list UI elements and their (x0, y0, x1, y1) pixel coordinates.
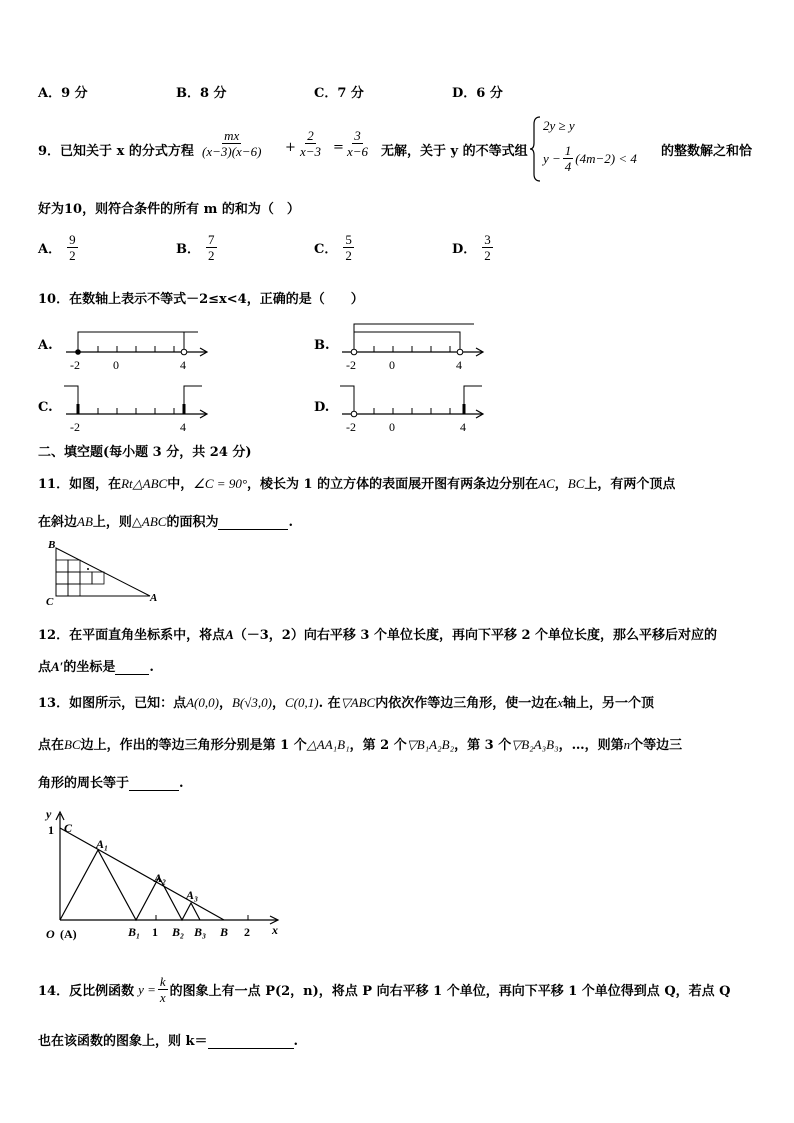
q10-number-line-b (336, 316, 486, 374)
svg-text:2: 2 (244, 925, 250, 939)
q9-prefix: 9．已知关于 x 的分式方程 (38, 144, 194, 159)
q12-answer-blank[interactable] (115, 674, 149, 675)
svg-text:B₁: B₁ (128, 925, 141, 939)
q11-line1: 11．如图，在Rt△ABC中，∠C = 90°，棱长为 1 的立方体的表面展开图有两条边分别在AC，BC上，有两个顶点 (38, 476, 676, 492)
svg-text:4: 4 (456, 358, 462, 372)
svg-text:A₃: A₃ (186, 888, 199, 902)
svg-text:0: 0 (389, 358, 395, 372)
q10-text: 10．在数轴上表示不等式－2≤x<4，正确的是（ ） (38, 292, 364, 307)
svg-text:1: 1 (152, 925, 158, 939)
q13-line1: 13．如图所示，已知：点A(0,0)，B(√3,0)，C(0,1). 在▽ABC内依次作等边三角形，使一边在x轴上，另一个顶 (38, 695, 654, 711)
q9-option-b: B． $\frac{7}{2}$ (176, 232, 215, 263)
svg-text:0: 0 (113, 358, 119, 372)
q9-brace (530, 116, 542, 182)
q9-plus: + (285, 140, 296, 155)
q8-option-c: C．7 分 (314, 86, 364, 101)
svg-text:C: C (46, 596, 54, 608)
q8-option-d: D．6 分 (452, 86, 503, 101)
svg-text:4: 4 (460, 420, 466, 434)
svg-text:4: 4 (180, 420, 186, 434)
svg-text:-2: -2 (70, 420, 80, 434)
svg-text:B₃: B₃ (194, 925, 207, 939)
q11-line2: 在斜边AB上，则△ABC的面积为 . (38, 514, 294, 530)
q10-label-d: D. (314, 400, 330, 415)
q11-answer-blank[interactable] (218, 529, 288, 530)
q9-frac3: $\frac{3}{x-6}$ (347, 128, 369, 159)
q9-frac1: $\frac{mx}{(x-3)(x-6)}$ (202, 128, 262, 159)
q14-line1: 14．反比例函数 y = $\frac{k}{x}$ 的图象上有一点 P(2，n)，将点 P 向右平移 1 个单位，再向下平移 1 个单位得到点 Q，若点 Q (38, 974, 731, 1005)
svg-text:O: O (46, 927, 55, 941)
section-title-fill-in: 二、填空题(每小题 3 分，共 24 分) (38, 445, 252, 460)
q9-system-line1: 2y ≥ y (543, 118, 575, 133)
svg-text:-2: -2 (346, 358, 356, 372)
svg-text:A₁: A₁ (96, 837, 109, 851)
q10-label-c: C. (38, 400, 53, 415)
q9-option-a: A． $\frac{9}{2}$ (38, 232, 76, 263)
q10-number-line-a (60, 322, 210, 374)
q10-label-a: A. (38, 338, 53, 353)
q9-eq: = (333, 140, 344, 155)
q9-suffix: 的整数解之和恰 (661, 144, 753, 159)
svg-text:1: 1 (48, 823, 54, 837)
q8-option-a: A．9 分 (38, 86, 88, 101)
svg-text:4: 4 (180, 358, 186, 372)
q9-system-line2: y − $\frac{1}{4}$ (4m−2) < 4 (543, 143, 637, 174)
q11-figure (44, 538, 164, 610)
q13-line3: 角形的周长等于 . (38, 776, 184, 791)
svg-text:y: y (46, 807, 52, 821)
svg-text:A: A (150, 592, 158, 604)
q13-answer-blank[interactable] (129, 790, 179, 791)
q9-option-c: C． $\frac{5}{2}$ (314, 232, 352, 263)
q10-number-line-d (336, 382, 486, 436)
q13-line2: 点在BC边上，作出的等边三角形分别是第 1 个△AA₁B₁，第 2 个▽B₁A₂B₂，第 3 个▽B₂A₃B₃，…，则第n个等边三 (38, 737, 683, 753)
svg-text:-2: -2 (70, 358, 80, 372)
svg-text:x: x (272, 923, 278, 937)
q9-frac2: $\frac{2}{x-3}$ (300, 128, 322, 159)
q10-number-line-c (60, 382, 210, 436)
q14-line2: 也在该函数的图象上，则 k＝ . (38, 1034, 299, 1049)
svg-text:A₂: A₂ (154, 871, 167, 885)
q12-line1: 12．在平面直角坐标系中，将点A（－3，2）向右平移 3 个单位长度，再向下平移 2 个单位长度，那么平移后对应的 (38, 627, 718, 643)
q9-mid: 无解，关于 y 的不等式组 (381, 144, 528, 159)
svg-text:(A): (A) (60, 927, 77, 941)
svg-text:B: B (220, 925, 229, 939)
q8-option-b: B．8 分 (176, 86, 227, 101)
q13-figure (40, 806, 290, 946)
svg-text:B: B (48, 539, 56, 551)
q12-line2: 点A′的坐标是 . (38, 659, 154, 675)
q14-answer-blank[interactable] (208, 1048, 294, 1049)
svg-text:C: C (64, 821, 73, 835)
svg-text:B₂: B₂ (172, 925, 185, 939)
q10-label-b: B. (314, 338, 330, 353)
q9-line2: 好为10，则符合条件的所有 m 的和为（ ） (38, 202, 300, 217)
svg-text:-2: -2 (346, 420, 356, 434)
q9-option-d: D． $\frac{3}{2}$ (452, 232, 491, 263)
svg-text:0: 0 (389, 420, 395, 434)
